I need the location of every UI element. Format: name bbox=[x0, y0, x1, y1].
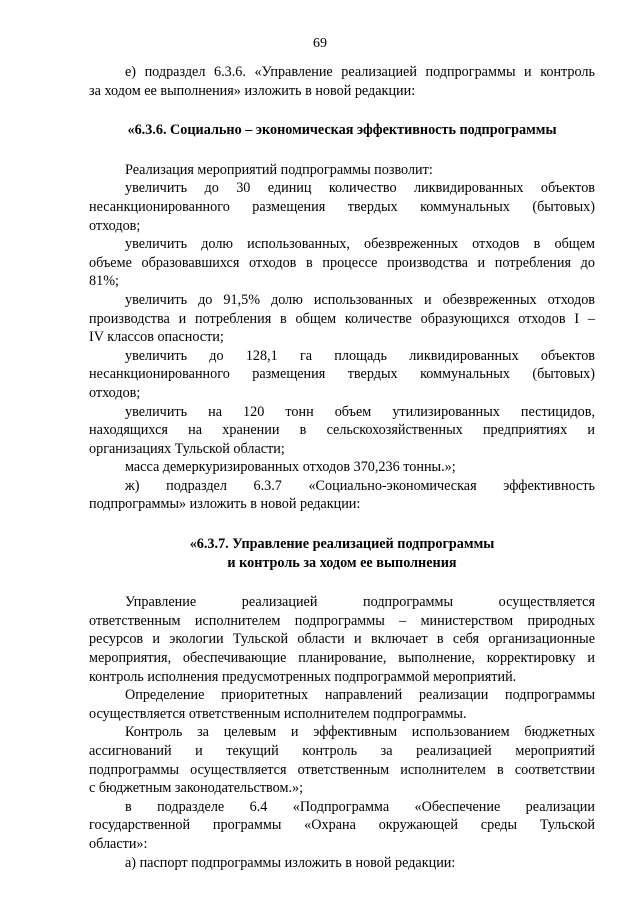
section-heading-6-3-7-cont: и контроль за ходом ее выполнения bbox=[227, 554, 457, 571]
paragraph-line: Определение приоритетных направлений реализации подпрограммы bbox=[125, 687, 595, 704]
paragraph-line: подпрограммы» изложить в новой редакции: bbox=[89, 496, 361, 513]
paragraph-line: за ходом ее выполнения» изложить в новой редакции: bbox=[89, 82, 416, 99]
paragraph-line: Управление реализацией подпрограммы осуществляется bbox=[125, 594, 595, 611]
list-item-line: отходов; bbox=[89, 384, 141, 401]
list-item-line: отходов; bbox=[89, 217, 141, 234]
list-item-line: производства и потребления в общем количестве образующихся отходов I – bbox=[89, 310, 595, 327]
paragraph-line: ассигнований и текущий контроль за реализацией мероприятий bbox=[89, 743, 595, 759]
list-item-line: увеличить на 120 тонн объем утилизированных пестицидов, bbox=[125, 403, 595, 420]
document-body bbox=[89, 63, 595, 872]
paragraph-line: контроль исполнения предусмотренных подпрограммой мероприятий. bbox=[89, 668, 517, 685]
paragraph-line: е) подраздел 6.3.6. «Управление реализацией подпрограммы и контроль bbox=[125, 64, 595, 80]
paragraph-line: подпрограммы осуществляется ответственным исполнителем в соответствии bbox=[89, 761, 595, 778]
list-item-line: объеме образовавшихся отходов в процессе производства и потребления до bbox=[89, 254, 595, 271]
paragraph-line: ответственным исполнителем подпрограммы – министерством природных bbox=[89, 612, 595, 629]
paragraph-line: Контроль за целевым и эффективным использованием бюджетных bbox=[125, 724, 595, 741]
paragraph-line: области»: bbox=[89, 835, 148, 852]
paragraph-line: с бюджетным законодательством.»; bbox=[89, 780, 304, 797]
list-item-line: увеличить до 30 единиц количество ликвидированных объектов bbox=[125, 180, 595, 197]
list-item-line: масса демеркуризированных отходов 370,236 тонны.»; bbox=[125, 459, 456, 476]
list-item-line: несанкционированного размещения твердых коммунальных (бытовых) bbox=[89, 198, 595, 215]
list-item-line: организациях Тульской области; bbox=[89, 440, 285, 457]
paragraph-line: ж) подраздел 6.3.7 «Социально-экономическая эффективность bbox=[125, 477, 595, 494]
list-item-line: несанкционированного размещения твердых коммунальных (бытовых) bbox=[89, 366, 595, 383]
list-item-line: 81%; bbox=[89, 273, 119, 290]
paragraph-line: в подразделе 6.4 «Подпрограмма «Обеспечение реализации bbox=[125, 798, 595, 815]
list-item-line: находящихся на хранении в сельскохозяйственных предприятиях и bbox=[89, 422, 595, 439]
paragraph-line: осуществляется ответственным исполнителем подпрограммы. bbox=[89, 705, 467, 722]
page-number: 69 bbox=[313, 36, 327, 51]
list-item-line: IV классов опасности; bbox=[89, 329, 224, 346]
list-item-line: увеличить до 91,5% долю использованных и обезвреженных отходов bbox=[125, 291, 595, 308]
list-item-line: увеличить долю использованных, обезвреженных отходов в общем bbox=[125, 236, 595, 253]
paragraph-line: Реализация мероприятий подпрограммы позволит: bbox=[125, 161, 433, 178]
section-heading-6-3-7: «6.3.7. Управление реализацией подпрограммы bbox=[189, 536, 495, 553]
paragraph-line: ресурсов и экологии Тульской области и включает в себя организационные bbox=[89, 631, 595, 648]
list-item-line: увеличить до 128,1 га площадь ликвидированных объектов bbox=[125, 347, 595, 364]
paragraph-line: государственной программы «Охрана окружающей среды Тульской bbox=[89, 817, 595, 834]
section-heading-6-3-6: «6.3.6. Социально – экономическая эффективность подпрограммы bbox=[127, 122, 557, 139]
paragraph-line: а) паспорт подпрограммы изложить в новой редакции: bbox=[125, 854, 456, 871]
paragraph-line: мероприятия, обеспечивающие планирование, выполнение, корректировку и bbox=[89, 650, 595, 667]
